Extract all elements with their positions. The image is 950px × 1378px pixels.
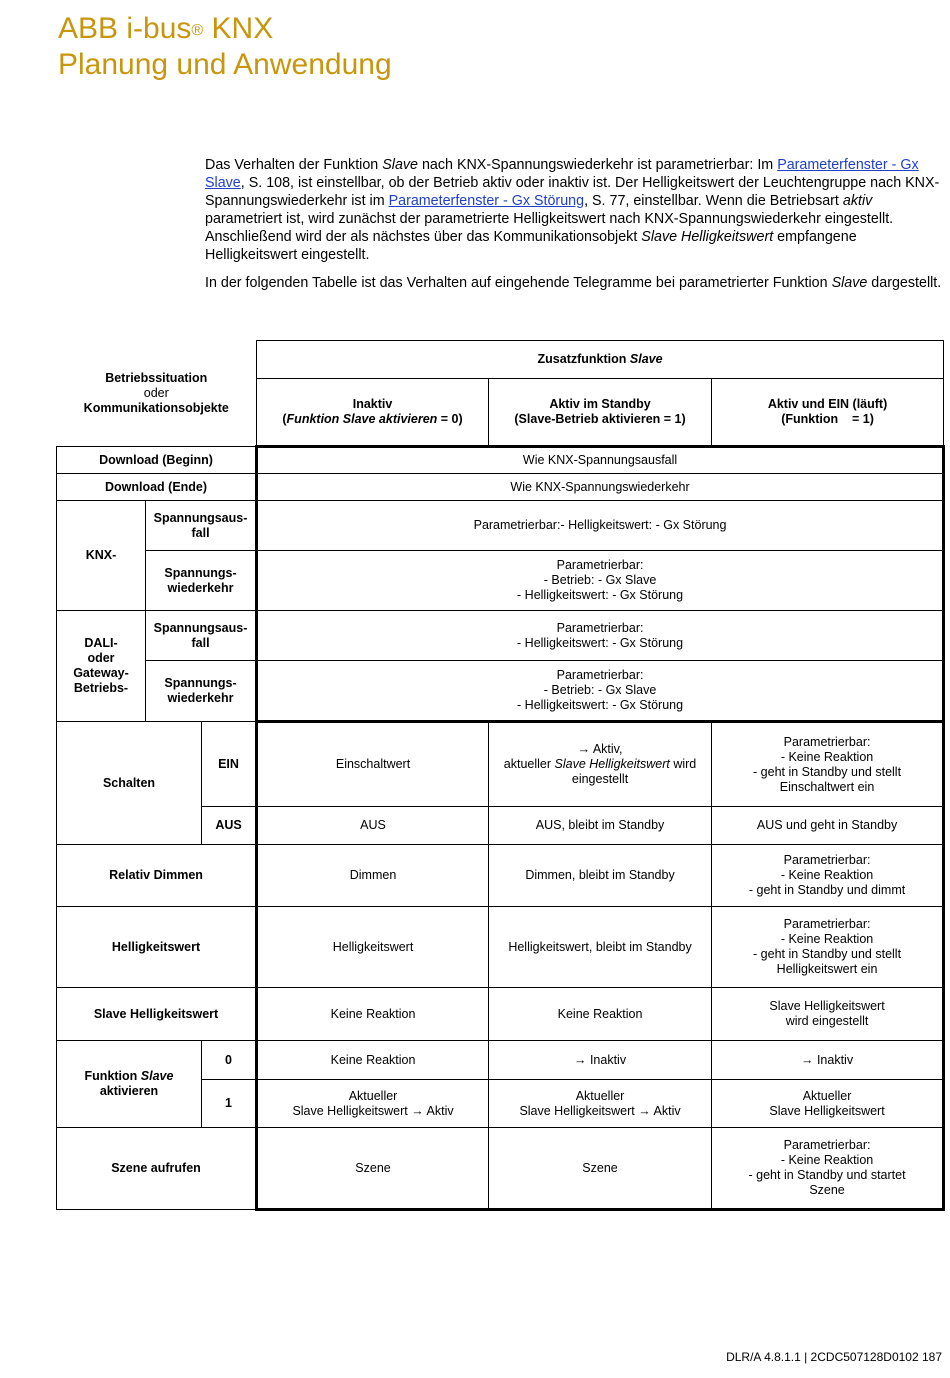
cell-knx-spannungsausfall: Parametrierbar:- Helligkeitswert: - Gx Störung bbox=[257, 501, 944, 551]
header-aktiv-ein: Aktiv und EIN (läuft) (Funktion = 1) bbox=[712, 379, 944, 447]
cell-relativ-standby: Dimmen, bleibt im Standby bbox=[489, 845, 712, 907]
behavior-table bbox=[56, 340, 945, 1211]
cell-download-beginn: Wie KNX-Spannungsausfall bbox=[257, 447, 944, 474]
cell-f1-inaktiv: Aktueller Slave Helligkeitswert → Aktiv bbox=[257, 1080, 489, 1128]
row-label-download-ende: Download (Ende) bbox=[57, 474, 257, 501]
link-parameterfenster-slave[interactable]: Parameterfenster - Gx Slave bbox=[205, 157, 919, 191]
cell-dali-spannungswiederkehr: Parametrierbar: - Betrieb: - Gx Slave - Helligkeitswert: - Gx Störung bbox=[257, 661, 944, 722]
row-label-download-beginn: Download (Beginn) bbox=[57, 447, 257, 474]
cell-hell-aktiv: Parametrierbar: - Keine Reaktion - geht in Standby und stellt Helligkeitswert ein bbox=[712, 907, 944, 988]
cell-f0-aktiv: → Inaktiv bbox=[712, 1041, 944, 1080]
cell-dali-spannungsausfall: Parametrierbar: - Helligkeitswert: - Gx Störung bbox=[257, 611, 944, 661]
cell-schalten-aus-inaktiv: AUS bbox=[257, 807, 489, 845]
cell-schalten-ein-inaktiv: Einschaltwert bbox=[257, 722, 489, 807]
cell-hell-inaktiv: Helligkeitswert bbox=[257, 907, 489, 988]
row-label-knx-spannungswiederkehr: Spannungs- wiederkehr bbox=[146, 551, 257, 611]
row-label-zero: 0 bbox=[202, 1041, 257, 1080]
page-footer: DLR/A 4.8.1.1 | 2CDC507128D0102 187 bbox=[726, 1350, 942, 1364]
cell-schalten-aus-aktiv: AUS und geht in Standby bbox=[712, 807, 944, 845]
row-label-helligkeitswert: Helligkeitswert bbox=[57, 907, 257, 988]
row-label-dali: DALI- oder Gateway- Betriebs- bbox=[57, 611, 146, 722]
cell-schalten-aus-standby: AUS, bleibt im Standby bbox=[489, 807, 712, 845]
row-label-knx-spannungsausfall: Spannungsaus- fall bbox=[146, 501, 257, 551]
cell-hell-standby: Helligkeitswert, bleibt im Standby bbox=[489, 907, 712, 988]
cell-slavehell-aktiv: Slave Helligkeitswert wird eingestellt bbox=[712, 988, 944, 1041]
row-label-ein: EIN bbox=[202, 722, 257, 807]
cell-schalten-ein-standby: → Aktiv, aktueller Slave Helligkeitswert wird eingestellt bbox=[489, 722, 712, 807]
row-label-schalten: Schalten bbox=[57, 722, 202, 845]
row-label-dali-spannungswiederkehr: Spannungs- wiederkehr bbox=[146, 661, 257, 722]
cell-relativ-inaktiv: Dimmen bbox=[257, 845, 489, 907]
intro-paragraph: Das Verhalten der Funktion Slave nach KNX-Spannungswiederkehr ist parametrierbar: Im Parameterfenster - Gx Slave, S. 108, ist einstellbar, ob der Betrieb aktiv oder inaktiv ist. Der Helligkeitswert der Leuchtengruppe nach KNX-Spannungswiederkehr ist im Parameterfenster - Gx Störung, S. 77, einstellbar. Wenn die Betriebsart aktiv parametriert ist, wird zunächst der parametrierte Helligkeitswert nach KNX-Spannungswiederkehr eingestellt. Anschließend wird der als nächstes über das Kommunikationsobjekt Slave Helligkeitswert empfangene Helligkeitswert eingestellt. bbox=[205, 157, 940, 263]
cell-f0-inaktiv: Keine Reaktion bbox=[257, 1041, 489, 1080]
link-parameterfenster-stoerung[interactable]: Parameterfenster - Gx Störung bbox=[388, 193, 585, 209]
cell-schalten-ein-aktiv: Parametrierbar: - Keine Reaktion - geht in Standby und stellt Einschaltwert ein bbox=[712, 722, 944, 807]
registered-mark: ® bbox=[191, 22, 204, 39]
header-inaktiv: Inaktiv (Funktion Slave aktivieren = 0) bbox=[257, 379, 489, 447]
cell-knx-spannungswiederkehr: Parametrierbar: - Betrieb: - Gx Slave - Helligkeitswert: - Gx Störung bbox=[257, 551, 944, 611]
row-label-aus: AUS bbox=[202, 807, 257, 845]
header-zusatzfunktion: Zusatzfunktion Slave bbox=[257, 341, 944, 379]
cell-download-ende: Wie KNX-Spannungswiederkehr bbox=[257, 474, 944, 501]
cell-relativ-aktiv: Parametrierbar: - Keine Reaktion - geht in Standby und dimmt bbox=[712, 845, 944, 907]
row-label-one: 1 bbox=[202, 1080, 257, 1128]
cell-f0-standby: → Inaktiv bbox=[489, 1041, 712, 1080]
row-label-relativ-dimmen: Relativ Dimmen bbox=[57, 845, 257, 907]
header-aktiv-standby: Aktiv im Standby (Slave-Betrieb aktivieren = 1) bbox=[489, 379, 712, 447]
cell-f1-aktiv: Aktueller Slave Helligkeitswert bbox=[712, 1080, 944, 1128]
cell-szene-standby: Szene bbox=[489, 1128, 712, 1210]
cell-szene-aktiv: Parametrierbar: - Keine Reaktion - geht in Standby und startet Szene bbox=[712, 1128, 944, 1210]
row-label-knx: KNX- bbox=[57, 501, 146, 611]
row-label-szene-aufrufen: Szene aufrufen bbox=[57, 1128, 257, 1210]
cell-slavehell-inaktiv: Keine Reaktion bbox=[257, 988, 489, 1041]
document-title: ABB i-bus® KNX bbox=[58, 12, 274, 45]
row-label-funktion-slave-aktivieren: Funktion Slave aktivieren bbox=[57, 1041, 202, 1128]
cell-slavehell-standby: Keine Reaktion bbox=[489, 988, 712, 1041]
header-betriebssituation: Betriebssituation oder Kommunikationsobjekte bbox=[57, 341, 257, 447]
cell-szene-inaktiv: Szene bbox=[257, 1128, 489, 1210]
row-label-slave-helligkeitswert: Slave Helligkeitswert bbox=[57, 988, 257, 1041]
table-intro-paragraph: In der folgenden Tabelle ist das Verhalten auf eingehende Telegramme bei parametrierter Funktion Slave dargestellt. bbox=[205, 275, 942, 291]
document-subtitle: Planung und Anwendung bbox=[58, 48, 392, 81]
row-label-dali-spannungsausfall: Spannungsaus- fall bbox=[146, 611, 257, 661]
cell-f1-standby: Aktueller Slave Helligkeitswert → Aktiv bbox=[489, 1080, 712, 1128]
